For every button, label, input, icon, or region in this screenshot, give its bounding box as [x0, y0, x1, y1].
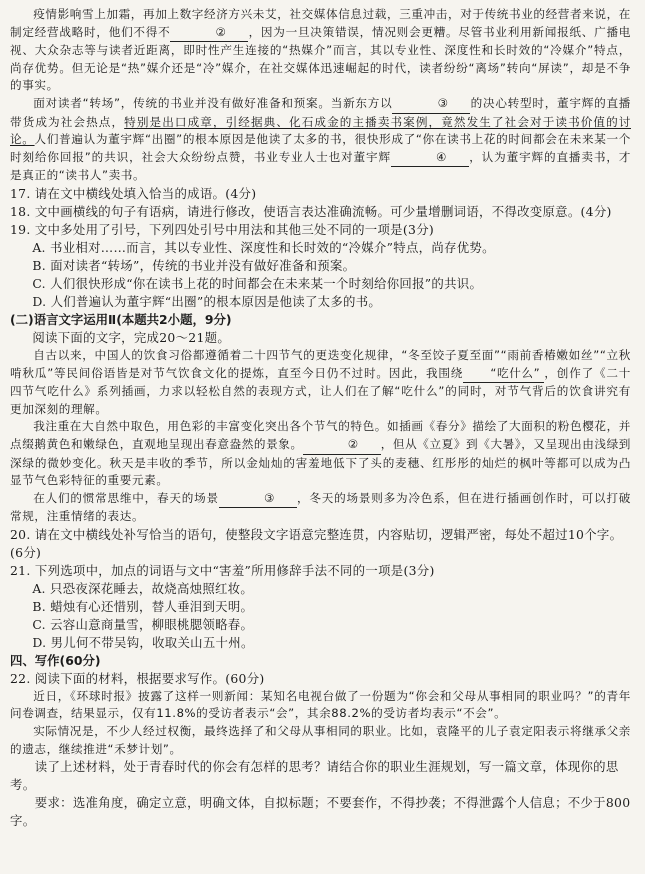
question-19-stem: 19. 文中多处用了引号，下列四处引号中用法和其他三处不同的一项是(3分) [10, 221, 435, 237]
passage2-text: ，但从《立夏》到《大暑》，又呈现出由浅绿到深绿的微妙变化。秋天是丰收的季节，所以金灿灿的害羞地低下了头的麦穗、红彤彤的灿烂的枫叶等都可以成为凸显节气色彩特征的重要元素。 [10, 436, 631, 488]
question-20: 20. 请在文中横线处补写恰当的语句，使整段文字语意完整连贯，内容贴切，逻辑严密，每处不超过10个字。(6分) [10, 526, 623, 560]
section-2-intro: 阅读下面的文字，完成20～21题。 [32, 329, 231, 345]
passage2-text: ，创作了《二十四节气吃什么》系列插画，力求以轻松自然的表现方式，让人们在了解“吃什么”的同时，对节气背后的饮食讲究有更加深刻的理解。 [10, 365, 632, 416]
passage1-text: ，认为董宇辉的直播卖书，才是真正的“读书人”卖书。 [10, 149, 632, 183]
passage1-paragraph1 [10, 6, 631, 95]
question-21-option-d[interactable]: D. 男儿何不带吴钩，收取关山五十州。 [32, 634, 254, 650]
passage1-text: 的决心转型时，董宇辉的直播带货成为社会热点， [10, 95, 631, 129]
question-22-material-2: 实际情况是，不少人经过权衡，最终选择了和父母从事相同的职业。比如，袁隆平的儿子袁定阳表示将继承父亲的遗志，继续推进“禾梦计划”。 [10, 724, 631, 756]
blank-3b[interactable]: ③ [219, 490, 297, 509]
question-17: 17. 请在文中横线处填入恰当的成语。(4分) [10, 185, 257, 201]
passage2-text: 在人们的惯常思维中，春天的场景 [33, 490, 219, 505]
passage1-paragraph2 [10, 95, 631, 185]
passage2-text: ，冬天的场景则多为冷色系，但在进行插画创作时，可以打破常规，注重情绪的表达。 [10, 490, 631, 524]
question-22-stem: 22. 阅读下面的材料，根据要求写作。(60分) [10, 670, 265, 686]
question-21-stem: 21. 下列选项中，加点的词语与文中“害羞”所用修辞手法不同的一项是(3分) [10, 562, 435, 578]
question-19-option-b[interactable]: B. 面对读者“转场”，传统的书业并没有做好准备和预案。 [32, 257, 356, 273]
question-19-option-c[interactable]: C. 人们很快形成“你在读书上花的时间都会在未来某一个时刻给你回报”的共识。 [32, 275, 483, 291]
question-19-option-d[interactable]: D. 人们普遍认为董宇辉“出圈”的根本原因是他读了太多的书。 [32, 293, 382, 309]
passage2-paragraph2 [10, 418, 631, 489]
passage2-paragraph1 [10, 347, 631, 418]
question-21-option-a[interactable]: A. 只恐夜深花睡去，故烧高烛照红妆。 [32, 580, 254, 596]
question-22-requirements: 要求：选准角度，确定立意，明确文体，自拟标题；不要套作，不得抄袭；不得泄露个人信息；不少于800字。 [10, 795, 631, 829]
blank-4[interactable]: ④ [391, 149, 469, 168]
passage1-text: ，因为一旦决策错误，情况则会更糟。尽管书业利用新闻报纸、广播电视、大众杂志等与读者近距离，即时性产生连接的“热媒介”而言，其以专业性、深度性和长时效的“冷媒介”特点，尚存优势。但无论是“热”媒介还是“冷”媒介，在社交媒体迅速崛起的时代，读者纷纷“离场”转向“屏读”，却是不争的事实。 [10, 24, 631, 93]
blank-3[interactable]: ③ [392, 95, 470, 114]
question-21-option-b[interactable]: B. 蜡烛有心还惜别，替人垂泪到天明。 [32, 598, 254, 614]
question-18: 18. 文中画横线的句子有语病，请进行修改，使语言表达准确流畅。可少量增删词语，不得改变原意。(4分) [10, 203, 612, 219]
question-22-task: 读了上述材料，处于青春时代的你会有怎样的思考？请结合你的职业生涯规划，写一篇文章，体现你的思考。 [10, 759, 619, 793]
passage2-text: 我注重在大自然中取色，用色彩的丰富变化突出各个节气的特色。如插画《春分》描绘了大面积的粉色樱花，并点缀鹅黄色和嫩绿色，直观地呈现出春意盎然的景象。 [10, 419, 631, 451]
passage1-text: 疫情影响雪上加霜，再加上数字经济方兴未艾，社交媒体信息过载，三重冲击，对于传统书业的经营者来说，在制定经营战略时，他们不得不 [10, 7, 631, 39]
blank-2[interactable]: ② [170, 24, 248, 43]
blank-1[interactable]: “吃什么” [463, 365, 544, 384]
passage1-text: 面对读者“转场”，传统的书业并没有做好准备和预案。当新东方以 [33, 95, 393, 110]
passage2-paragraph3 [10, 490, 631, 526]
question-19-option-a[interactable]: A. 书业相对……而言，其以专业性、深度性和长时效的“冷媒介”特点，尚存优势。 [32, 239, 495, 255]
section-heading-2: (二)语言文字运用Ⅱ(本题共2小题，9分) [10, 311, 232, 327]
question-22-material-1: 近日，《环球时报》披露了这样一则新闻：某知名电视台做了一份题为“你会和父母从事相同的职业吗？”的青年问卷调查，结果显示，仅有11.8%的受访者表示“会”，其余88.2%的受访者均表示“不会”。 [10, 688, 631, 721]
passage1-text: 人们普遍认为董宇辉“出圈”的根本原因是他读了太多的书，很快形成了“你在读书上花的时间都会在未来某一个时刻给你回报”的共识，社会大众纷纷点赞，书业专业人士也对董宇辉 [10, 132, 632, 164]
passage2-text: 自古以来，中国人的饮食习俗都遵循着二十四节气的更迭变化规律，“冬至饺子夏至面”“雨前香椿嫩如丝”“立秋啃秋瓜”等民间俗语皆是对节气饮食文化的提炼，直至今日仍不过时。因此，我围绕 [10, 347, 631, 380]
underlined-sentence: 特别是出口成章，引经据典、化石成金的主播卖书案例，竟然发生了社会对于读书价值的讨论。 [10, 114, 631, 147]
blank-2b[interactable]: ② [303, 436, 381, 455]
question-21-option-c[interactable]: C. 云容山意商量雪，柳眼桃腮领略春。 [32, 616, 254, 632]
section-heading-4: 四、写作(60分) [10, 652, 101, 668]
